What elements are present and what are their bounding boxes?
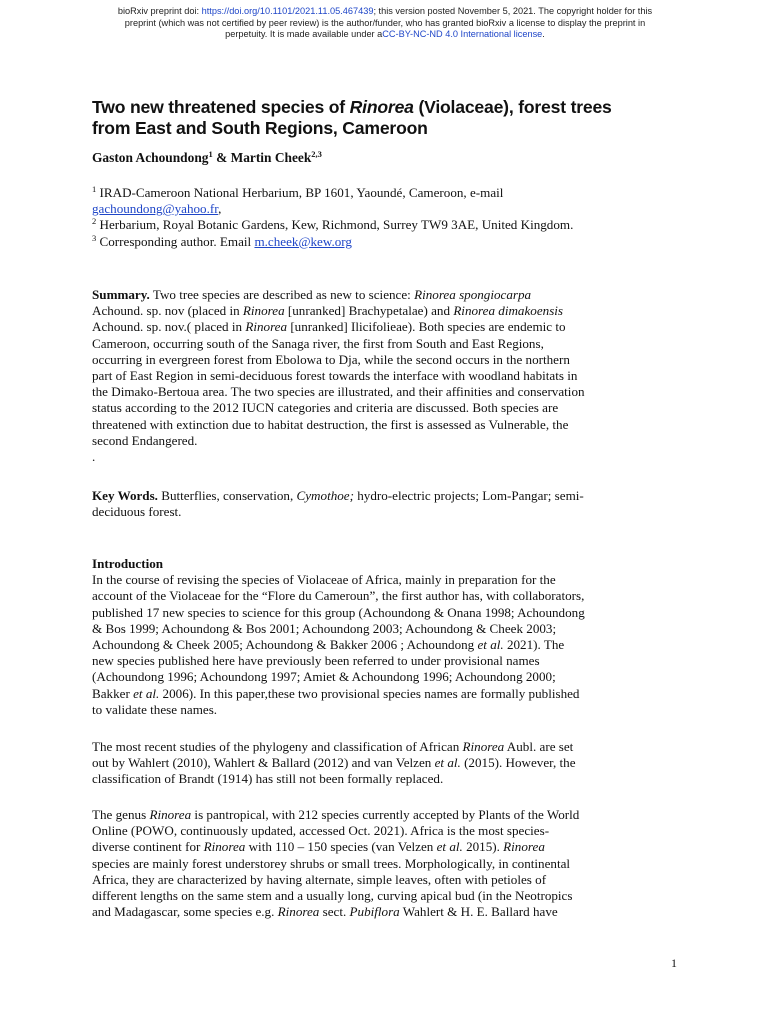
page-number: 1 — [671, 956, 677, 970]
banner-line-3: perpetuity. It is made available under aCC-BY-NC-ND 4.0 International license. — [225, 29, 545, 40]
authors: Gaston Achoundong$^1$ & Martin Cheek$^{2,3}$ — [92, 149, 322, 165]
affiliations: $^1$ IRAD-Cameroon National Herbarium, BP 1601, Yaoundé, Cameroon, e-mail gachoundong@yahoo.fr, $^2$ Herbarium, Royal Botanic Gardens, Kew, Richmond, Surrey TW9 3AE, United Kingdom. $^3$ Corresponding author. Email m.cheek@kew.org — [92, 184, 574, 249]
biorxiv-banner — [0, 6, 770, 41]
email-link-cheek[interactable]: m.cheek@kew.org — [254, 233, 352, 249]
paragraph-classification: The most recent studies of the phylogeny and classification of African Rinorea Aubl. are set out by Wahlert (2010), Wahlert & Ballard (2012) and van Velzen et al. (2015). However, the classification of Brandt (1914) has still not been formally replaced. — [92, 739, 576, 787]
banner-line-2: preprint (which was not certified by peer review) is the author/funder, who has granted bioRxiv a license to display the preprint in — [124, 17, 646, 28]
paper-title: Two new threatened species of Rinorea (Violaceae), forest trees from East and South Regions, Cameroon — [92, 97, 612, 138]
introduction-heading: Introduction — [92, 556, 164, 571]
license-link[interactable]: CC-BY-NC-ND 4.0 International license — [382, 29, 543, 40]
doi-link[interactable]: https://doi.org/10.1101/2021.11.05.467439 — [201, 6, 374, 16]
keywords: Key Words. Butterflies, conservation, Cymothoe; hydro-electric projects; Lom-Pangar; semi- deciduous forest. — [92, 488, 584, 520]
banner-line-1: bioRxiv preprint doi: https://doi.org/10.1101/2021.11.05.467439; this version posted November 5, 2021. The copyright holder for this — [117, 6, 653, 16]
summary-label: Summary. — [92, 287, 150, 302]
title-genus: Rinorea — [349, 97, 414, 117]
introduction: Introduction In the course of revising the species of Violaceae of Africa, mainly in preparation for the account of the Violaceae for the “Flore du Cameroun”, the first author has, with collaborators, published 17 new species to science for this group (Achoundong & Onana 1998; Achoundong & Bos 1999; Achoundong & Bos 2001; Achoundong 2003; Achoundong & Cheek 2003; Achoundong & Cheek 2005; Achoundong & Bakker 2006 ; Achoundong et al. 2021). The new species published here have previously been referred to under provisional names (Achoundong 1996; Achoundong 1997; Amiet & Achoundong 1996; Achoundong 2000; Bakker et al. 2006). In this paper,these two provisional species names are formally published to validate these names. — [92, 556, 585, 717]
paragraph-genus: The genus Rinorea is pantropical, with 212 species currently accepted by Plants of the World Online (POWO, continuously updated, accessed Oct. 2021). Africa is the most species- diverse continent for Rinorea with 110 – 150 species (van Velzen et al. 2015). Rinorea species are mainly forest understorey shrubs or small trees. Morphologically, in continental Africa, they are characterized by having alternate, simple leaves, often with petioles of different lengths on the same stem and a usually long, curving apical bud (in the Neotropics and Madagascar, some species e.g. Rinorea sect. Pubiflora Wahlert & H. E. Ballard have — [92, 807, 580, 920]
email-link-achoundong[interactable]: gachoundong@yahoo.fr — [92, 201, 219, 217]
keywords-label: Key Words. — [92, 488, 158, 503]
summary: Summary. Two tree species are described as new to science: Rinorea spongiocarpa Achound. sp. nov (placed in Rinorea [unranked] Brachypetalae) and Rinorea dimakoensis Achound. sp. nov.( placed in Rinorea [unranked] Ilicifolieae). Both species are endemic to Cameroon, occurring south of the Sanaga river, the first from South and East Regions, occurring in evergreen forest from Ebolowa to Dja, while the second occurs in the northern part of East Region in semi-deciduous forest towards the interface with woodland habitats in the Dimako-Bertoua area. The two species are illustrated, and their affinities and conservation status according to the 2012 IUCN categories and criteria are discussed. Both species are threatened with extinction due to habitat destruction, the first is assessed as Vulnerable, the second Endangered. . — [92, 287, 585, 465]
